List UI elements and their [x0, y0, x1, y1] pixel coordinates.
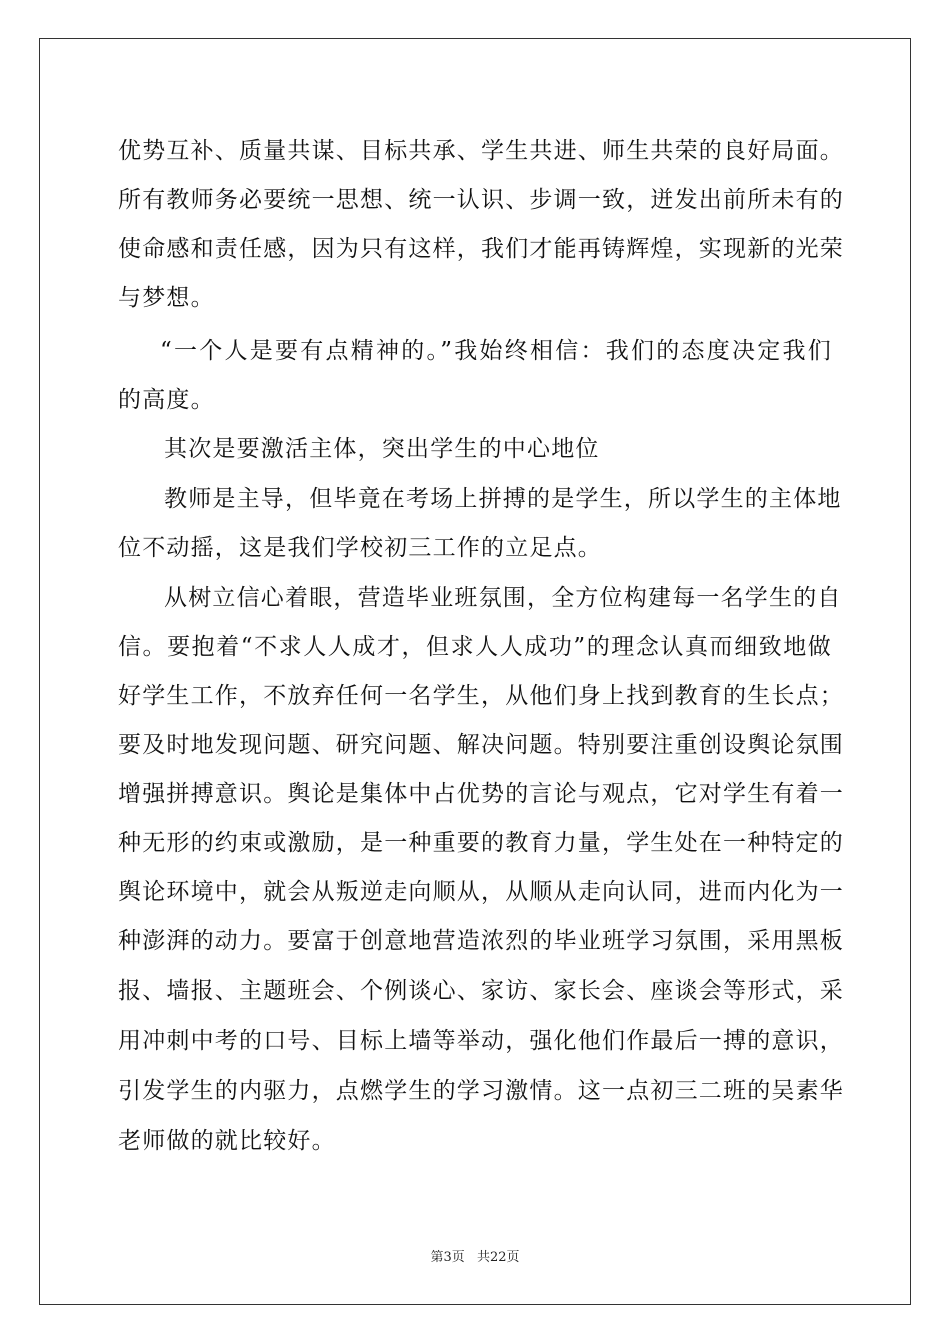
text-line: “一个人是要有点精神的。”我始终相信：我们的态度决定我们	[160, 338, 832, 364]
text-line: 引发学生的内驱力，点燃学生的学习激情。这一点初三二班的吴素华	[118, 1078, 844, 1104]
text-line: 的高度。	[118, 387, 215, 413]
text-line: 好学生工作，不放弃任何一名学生，从他们身上找到教育的生长点；	[118, 683, 844, 709]
text-line: 要及时地发现问题、研究问题、解决问题。特别要注重创设舆论氛围	[118, 732, 844, 758]
page-total: 共22页	[476, 1250, 520, 1265]
text-line: 从树立信心着眼，营造毕业班氛围，全方位构建每一名学生的自	[164, 585, 842, 611]
text-line: 用冲刺中考的口号、目标上墙等举动，强化他们作最后一搏的意识，	[118, 1028, 844, 1054]
text-line: 使命感和责任感，因为只有这样，我们才能再铸辉煌，实现新的光荣	[118, 236, 844, 262]
text-line: 种无形的约束或激励，是一种重要的教育力量，学生处在一种特定的	[118, 830, 844, 856]
text-line: 报、墙报、主题班会、个例谈心、家访、家长会、座谈会等形式，采	[118, 978, 844, 1004]
text-line: 信。要抱着“不求人人成才，但求人人成功”的理念认真而细致地做	[118, 634, 832, 660]
text-line: 所有教师务必要统一思想、统一认识、步调一致，迸发出前所未有的	[118, 187, 844, 213]
text-line: 教师是主导，但毕竟在考场上拼搏的是学生，所以学生的主体地	[164, 486, 842, 512]
section-heading: 其次是要激活主体，突出学生的中心地位	[164, 436, 600, 462]
text-line: 优势互补、质量共谋、目标共承、学生共进、师生共荣的良好局面。	[118, 138, 844, 164]
page-number: 第3页	[430, 1250, 465, 1265]
text-line: 增强拼搏意识。舆论是集体中占优势的言论与观点，它对学生有着一	[118, 781, 844, 807]
page-border	[39, 38, 911, 1305]
text-line: 种澎湃的动力。要富于创意地营造浓烈的毕业班学习氛围，采用黑板	[118, 928, 844, 954]
page-footer	[0, 1246, 950, 1265]
text-line: 位不动摇，这是我们学校初三工作的立足点。	[118, 535, 602, 561]
text-line: 与梦想。	[118, 285, 215, 311]
text-line: 老师做的就比较好。	[118, 1128, 336, 1154]
text-line: 舆论环境中，就会从叛逆走向顺从，从顺从走向认同，进而内化为一	[118, 879, 844, 905]
